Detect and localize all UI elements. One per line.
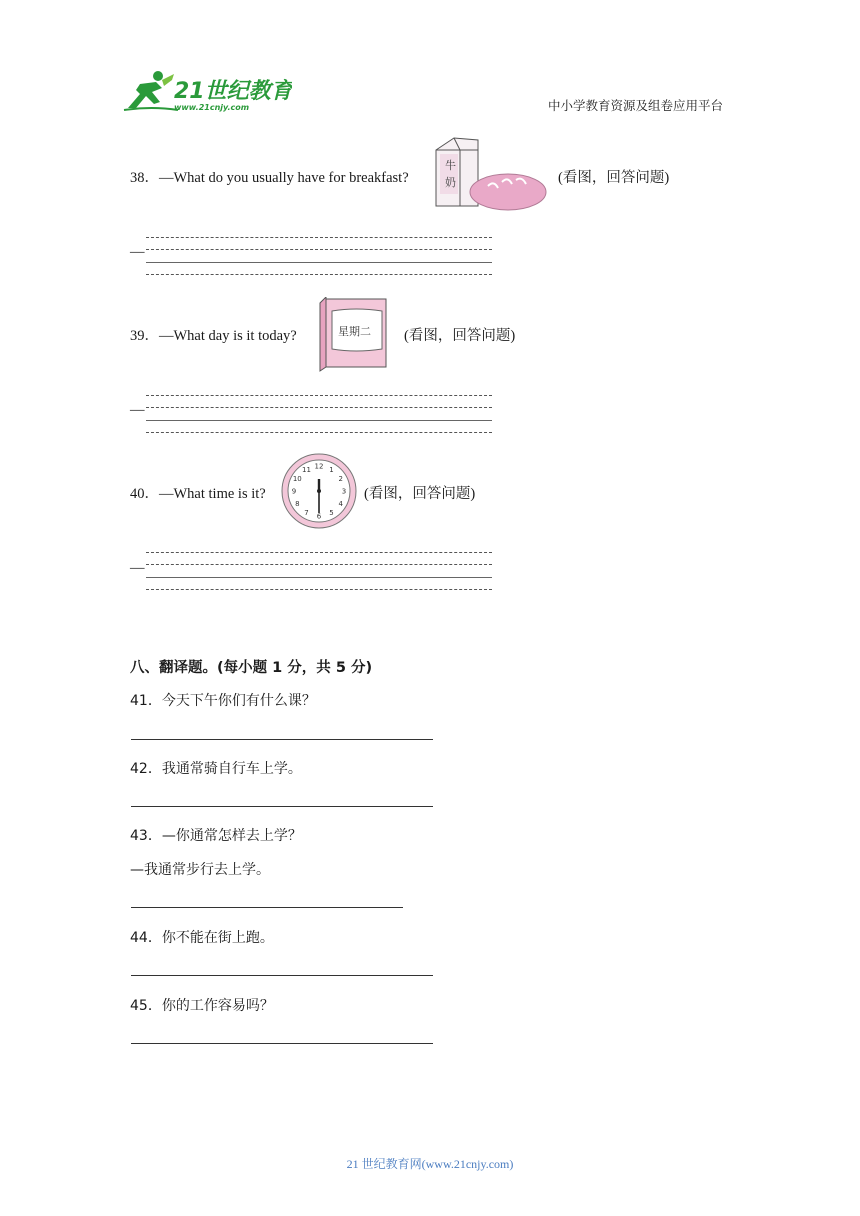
answer-line-41 <box>131 739 433 740</box>
answer-prefix-40: — <box>130 560 145 576</box>
answer-prefix-39: — <box>130 402 145 418</box>
writing-line <box>146 577 492 578</box>
clock-number: 12 <box>314 462 324 471</box>
answer-line-45 <box>131 1043 433 1044</box>
question-38-text: 38．—What do you usually have for breakfast? <box>130 170 409 186</box>
logo-text: 21世纪教育 <box>174 79 292 104</box>
writing-line <box>146 564 492 565</box>
clock-number: 4 <box>338 500 343 508</box>
writing-line <box>146 432 492 433</box>
question-41-text: 41．今天下午你们有什么课？ <box>130 693 316 709</box>
calendar-label: 星期二 <box>338 325 371 338</box>
writing-line <box>146 552 492 553</box>
clock-icon <box>280 452 358 530</box>
clock-number: 6 <box>316 512 322 521</box>
answer-line-42 <box>131 806 433 807</box>
question-39-hint: (看图，回答问题) <box>404 328 516 344</box>
question-40-text: 40．—What time is it? <box>130 486 266 502</box>
writing-line <box>146 262 492 263</box>
writing-line <box>146 249 492 250</box>
logo-url: www.21cnjy.com <box>174 103 250 112</box>
clock-picture <box>280 452 358 535</box>
writing-line <box>146 274 492 275</box>
question-39-text: 39．—What day is it today? <box>130 328 297 344</box>
answer-line-44 <box>131 975 433 976</box>
question-45-text: 45．你的工作容易吗？ <box>130 998 274 1014</box>
question-43-text: 43．—你通常怎样去上学？ <box>130 828 302 844</box>
clock-number: 11 <box>302 465 311 474</box>
writing-line <box>146 589 492 590</box>
question-40-hint: (看图，回答问题) <box>364 486 476 502</box>
answer-line-43 <box>131 907 403 908</box>
page-footer: 21 世纪教育网(www.21cnjy.com) <box>346 1157 514 1171</box>
site-tagline: 中小学教育资源及组卷应用平台 <box>548 99 724 113</box>
writing-line <box>146 395 492 396</box>
calendar-picture <box>318 297 390 378</box>
clock-number: 5 <box>329 509 334 518</box>
milk-bread-icon <box>432 136 548 212</box>
writing-line <box>146 420 492 421</box>
clock-number: 7 <box>304 509 309 518</box>
calendar-icon <box>318 297 390 373</box>
section-8-title: 八、翻译题。(每小题 1 分，共 5 分) <box>130 660 373 676</box>
question-38-hint: (看图，回答问题) <box>558 170 670 186</box>
clock-number: 9 <box>291 487 297 496</box>
clock-number: 3 <box>341 487 347 496</box>
writing-line <box>146 407 492 408</box>
runner-logo-icon <box>122 68 292 116</box>
clock-number: 10 <box>292 475 302 483</box>
answer-prefix-38: — <box>130 244 145 260</box>
site-logo <box>122 68 292 116</box>
milk-label-1: 牛 <box>445 159 456 172</box>
clock-number: 2 <box>338 475 343 483</box>
milk-label-2: 奶 <box>445 176 456 189</box>
question-43-reply: —我通常步行去上学。 <box>130 862 270 878</box>
question-44-text: 44．你不能在街上跑。 <box>130 930 274 946</box>
clock-number: 8 <box>295 500 300 508</box>
question-42-text: 42．我通常骑自行车上学。 <box>130 761 302 777</box>
milk-bread-picture <box>432 136 548 217</box>
clock-number: 1 <box>329 465 334 474</box>
writing-line <box>146 237 492 238</box>
